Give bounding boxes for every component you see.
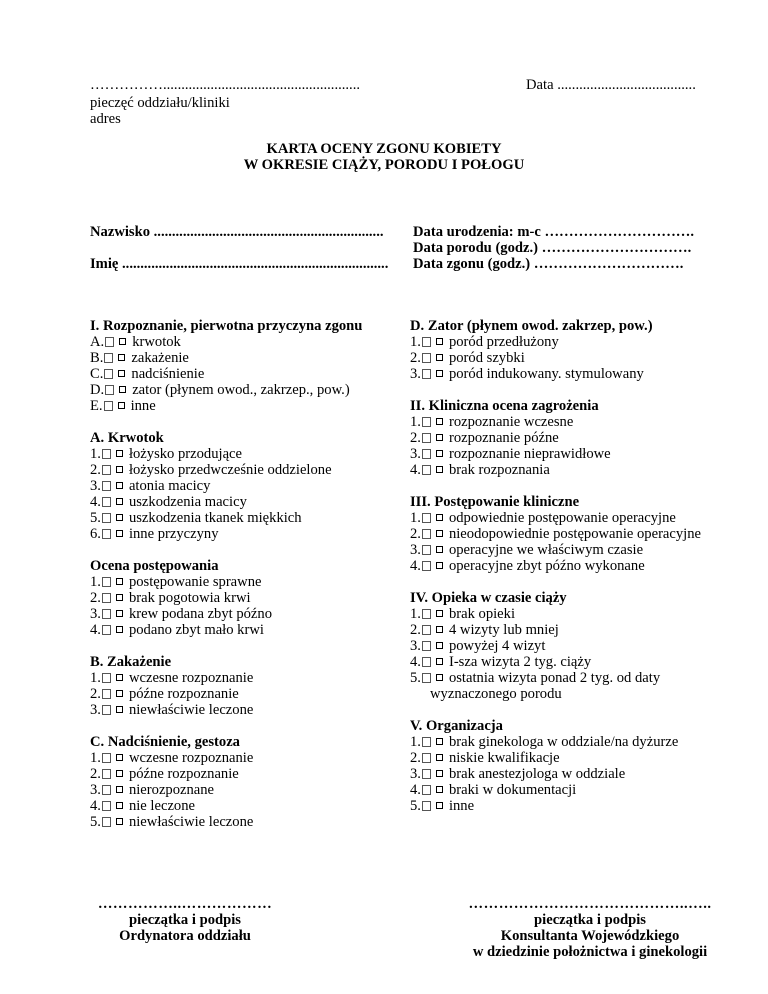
- glyph-box-icon: [102, 769, 111, 779]
- item-label: niewłaściwie leczone: [128, 702, 254, 718]
- item-label: uszkodzenia macicy: [128, 494, 247, 510]
- item-label: ostatnia wizyta ponad 2 tyg. od daty: [448, 670, 661, 686]
- checkbox-icon[interactable]: [436, 562, 443, 569]
- item-label: rozpoznanie wczesne: [448, 414, 574, 430]
- checklist-item: [410, 782, 750, 798]
- glyph-box-icon: [422, 561, 431, 571]
- item-number: 4.: [90, 494, 101, 510]
- item-label: zakażenie: [131, 350, 189, 366]
- checkbox-icon[interactable]: [116, 498, 123, 505]
- glyph-box-icon: [102, 785, 111, 795]
- glyph-box-icon: [422, 449, 431, 459]
- birth-date-field: Data urodzenia: m-c ………………………….: [413, 224, 695, 240]
- section-title: Ocena postępowania: [90, 558, 219, 574]
- item-number: 1.: [90, 574, 101, 590]
- item-label: niskie kwalifikacje: [448, 750, 560, 766]
- item-label: I-sza wizyta 2 tyg. ciąży: [448, 654, 592, 670]
- death-date-field: Data zgonu (godz.) ………………………….: [413, 256, 684, 272]
- glyph-box-icon: [422, 513, 431, 523]
- item-label: braki w dokumentacji: [448, 782, 577, 798]
- item-number: 2.: [90, 462, 101, 478]
- glyph-box-icon: [422, 753, 431, 763]
- item-number: 2.: [90, 686, 101, 702]
- checklist-section: [410, 718, 750, 814]
- checklist-item: [90, 798, 400, 814]
- item-number: 3.: [410, 638, 421, 654]
- item-label: inne: [448, 798, 475, 814]
- checklist-section: [90, 318, 400, 414]
- checklist-item: [410, 606, 750, 622]
- checklist-item: [90, 350, 400, 366]
- checkbox-icon[interactable]: [116, 786, 123, 793]
- checkbox-icon[interactable]: [436, 418, 443, 425]
- checklist-item: [410, 366, 750, 382]
- checkbox-icon[interactable]: [436, 770, 443, 777]
- address-label: adres: [90, 111, 121, 127]
- checkbox-icon[interactable]: [436, 450, 443, 457]
- checklist-section: [90, 558, 400, 638]
- glyph-box-icon: [102, 497, 111, 507]
- checklist-item: [90, 670, 400, 686]
- signature-line: ……………..………………: [97, 896, 273, 912]
- surname-field: Nazwisko ...............................................................: [90, 224, 384, 240]
- section-title: C. Nadciśnienie, gestoza: [90, 734, 240, 750]
- item-number: 3.: [410, 366, 421, 382]
- item-number: D.: [90, 382, 105, 398]
- name-field: Imię .........................................................................: [90, 256, 389, 272]
- item-number: 3.: [410, 766, 421, 782]
- checklist-item: [90, 398, 400, 414]
- checkbox-icon[interactable]: [116, 802, 123, 809]
- section-title: A. Krwotok: [90, 430, 164, 446]
- item-number: 1.: [90, 750, 101, 766]
- item-number: 3.: [90, 702, 101, 718]
- item-label: atonia macicy: [128, 478, 211, 494]
- item-label: łożysko przodujące: [128, 446, 243, 462]
- glyph-box-icon: [104, 401, 113, 411]
- section-title: I. Rozpoznanie, pierwotna przyczyna zgonu: [90, 318, 363, 334]
- checklist-item: [90, 510, 400, 526]
- checklist-item: [90, 622, 400, 638]
- item-number: C.: [90, 366, 104, 382]
- glyph-box-icon: [102, 481, 111, 491]
- checklist-section: [410, 318, 750, 382]
- glyph-box-icon: [102, 673, 111, 683]
- checkbox-icon[interactable]: [116, 450, 123, 457]
- item-number: 1.: [410, 334, 421, 350]
- item-number: 4.: [410, 654, 421, 670]
- item-label: brak pogotowia krwi: [128, 590, 251, 606]
- checkbox-icon[interactable]: [116, 610, 123, 617]
- item-number: 3.: [410, 542, 421, 558]
- item-number: 4.: [90, 798, 101, 814]
- checkbox-icon[interactable]: [436, 354, 443, 361]
- glyph-box-icon: [102, 577, 111, 587]
- glyph-box-icon: [422, 417, 431, 427]
- item-label: odpowiednie postępowanie operacyjne: [448, 510, 676, 526]
- checklist-section: [410, 590, 750, 702]
- item-label: poród szybki: [448, 350, 525, 366]
- checklist-item: [410, 766, 750, 782]
- glyph-box-icon: [422, 369, 431, 379]
- glyph-box-icon: [102, 625, 111, 635]
- checklist-item: [90, 686, 400, 702]
- item-label: brak anestezjologa w oddziale: [448, 766, 626, 782]
- glyph-box-icon: [422, 785, 431, 795]
- item-number: 4.: [410, 782, 421, 798]
- signature-role: Ordynatora oddziału: [119, 928, 251, 944]
- item-label: nie leczone: [128, 798, 195, 814]
- item-number: 5.: [90, 510, 101, 526]
- item-number: 1.: [410, 414, 421, 430]
- signature-line: ……………………………………..…..: [468, 896, 712, 912]
- glyph-box-icon: [422, 465, 431, 475]
- checklist-item: [410, 414, 750, 430]
- checklist-item: [90, 494, 400, 510]
- item-number: 1.: [90, 670, 101, 686]
- checkbox-icon[interactable]: [118, 370, 125, 377]
- item-number: 2.: [410, 350, 421, 366]
- checkbox-icon[interactable]: [436, 738, 443, 745]
- checkbox-icon[interactable]: [436, 626, 443, 633]
- item-label: brak ginekologa w oddziale/na dyżurze: [448, 734, 679, 750]
- glyph-box-icon: [422, 625, 431, 635]
- checklist-item: [90, 526, 400, 542]
- glyph-box-icon: [422, 545, 431, 555]
- item-label: późne rozpoznanie: [128, 766, 239, 782]
- checklist-item: [90, 574, 400, 590]
- item-label: inne: [130, 398, 156, 414]
- glyph-box-icon: [422, 529, 431, 539]
- item-label: niewłaściwie leczone: [128, 814, 254, 830]
- signature-role: Konsultanta Wojewódzkiego: [500, 928, 680, 944]
- checkbox-icon[interactable]: [116, 594, 123, 601]
- item-number: 4.: [90, 622, 101, 638]
- item-number: 4.: [410, 462, 421, 478]
- item-label: nadciśnienie: [131, 366, 205, 382]
- checkbox-icon[interactable]: [118, 354, 125, 361]
- item-number: A.: [90, 334, 105, 350]
- checkbox-icon[interactable]: [116, 626, 123, 633]
- checklist-item: [90, 766, 400, 782]
- glyph-box-icon: [422, 353, 431, 363]
- glyph-box-icon: [102, 529, 111, 539]
- item-label: operacyjne we właściwym czasie: [448, 542, 644, 558]
- checklist-item: [410, 670, 750, 702]
- stamp-dots-line: ……………......................................................: [90, 77, 360, 93]
- item-number: 1.: [90, 446, 101, 462]
- checklist-section: [90, 430, 400, 542]
- item-number: E.: [90, 398, 103, 414]
- item-label: rozpoznanie późne: [448, 430, 559, 446]
- item-number: 2.: [410, 430, 421, 446]
- checkbox-icon[interactable]: [436, 754, 443, 761]
- checklist-item: [90, 462, 400, 478]
- checklist-item: [90, 478, 400, 494]
- checklist-item: [90, 590, 400, 606]
- checkbox-icon[interactable]: [119, 386, 126, 393]
- checkbox-icon[interactable]: [116, 754, 123, 761]
- glyph-box-icon: [102, 705, 111, 715]
- item-number: 3.: [90, 478, 101, 494]
- section-title: III. Postępowanie kliniczne: [410, 494, 580, 510]
- item-label-continuation: wyznaczonego porodu: [430, 686, 562, 702]
- checkbox-icon[interactable]: [436, 514, 443, 521]
- item-label: wczesne rozpoznanie: [128, 750, 254, 766]
- glyph-box-icon: [104, 353, 113, 363]
- item-number: 3.: [410, 446, 421, 462]
- checklist-item: [410, 542, 750, 558]
- item-number: 2.: [410, 622, 421, 638]
- glyph-box-icon: [104, 369, 113, 379]
- checklist-item: [410, 750, 750, 766]
- checkbox-icon[interactable]: [116, 482, 123, 489]
- item-label: późne rozpoznanie: [128, 686, 239, 702]
- checkbox-icon[interactable]: [116, 818, 123, 825]
- checkbox-icon[interactable]: [116, 770, 123, 777]
- item-number: 4.: [410, 558, 421, 574]
- item-number: 2.: [410, 526, 421, 542]
- glyph-box-icon: [422, 641, 431, 651]
- checkbox-icon[interactable]: [119, 338, 126, 345]
- glyph-box-icon: [105, 337, 114, 347]
- checkbox-icon[interactable]: [436, 466, 443, 473]
- checkbox-icon[interactable]: [116, 706, 123, 713]
- checklist-item: [90, 702, 400, 718]
- checklist-item: [410, 430, 750, 446]
- signature-consultant: [430, 896, 750, 960]
- item-label: nierozpoznane: [128, 782, 215, 798]
- checkbox-icon[interactable]: [116, 578, 123, 585]
- date-field: Data ......................................: [526, 77, 696, 93]
- signature-label: pieczątka i podpis: [534, 912, 646, 928]
- checklist-item: [410, 734, 750, 750]
- item-label: łożysko przedwcześnie oddzielone: [128, 462, 332, 478]
- checkbox-icon[interactable]: [436, 658, 443, 665]
- glyph-box-icon: [422, 801, 431, 811]
- right-column: [410, 318, 750, 830]
- glyph-box-icon: [102, 513, 111, 523]
- item-label: rozpoznanie nieprawidłowe: [448, 446, 611, 462]
- item-label: postępowanie sprawne: [128, 574, 262, 590]
- item-number: 5.: [410, 798, 421, 814]
- checkbox-icon[interactable]: [436, 338, 443, 345]
- signature-label: pieczątka i podpis: [129, 912, 241, 928]
- checklist-item: [410, 654, 750, 670]
- item-number: 6.: [90, 526, 101, 542]
- item-label: poród indukowany. stymulowany: [448, 366, 644, 382]
- item-label: brak opieki: [448, 606, 516, 622]
- checklist-section: [410, 398, 750, 478]
- item-label: krew podana zbyt późno: [128, 606, 273, 622]
- checkbox-icon[interactable]: [436, 674, 443, 681]
- document-title: KARTA OCENY ZGONU KOBIETY: [266, 141, 502, 157]
- item-label: brak rozpoznania: [448, 462, 550, 478]
- checkbox-icon[interactable]: [116, 674, 123, 681]
- glyph-box-icon: [102, 817, 111, 827]
- checklist-item: [410, 334, 750, 350]
- glyph-box-icon: [422, 673, 431, 683]
- checkbox-icon[interactable]: [436, 434, 443, 441]
- glyph-box-icon: [422, 433, 431, 443]
- checklist-item: [90, 814, 400, 830]
- checklist-item: [410, 462, 750, 478]
- item-label: operacyjne zbyt późno wykonane: [448, 558, 645, 574]
- item-number: 3.: [90, 606, 101, 622]
- item-number: 2.: [90, 590, 101, 606]
- checklist-section: [410, 494, 750, 574]
- checklist-item: [90, 782, 400, 798]
- glyph-box-icon: [102, 593, 111, 603]
- glyph-box-icon: [422, 337, 431, 347]
- item-number: 5.: [410, 670, 421, 686]
- checklist-item: [410, 558, 750, 574]
- section-title: D. Zator (płynem owod. zakrzep, pow.): [410, 318, 653, 334]
- checkbox-icon[interactable]: [436, 370, 443, 377]
- checkbox-icon[interactable]: [116, 690, 123, 697]
- delivery-date-field: Data porodu (godz.) ………………………….: [413, 240, 692, 256]
- item-number: 1.: [410, 734, 421, 750]
- checkbox-icon[interactable]: [116, 514, 123, 521]
- checklist-item: [410, 350, 750, 366]
- checklist-section: [90, 734, 400, 830]
- section-title: V. Organizacja: [410, 718, 503, 734]
- item-label: nieodopowiednie postępowanie operacyjne: [448, 526, 702, 542]
- checklist-item: [90, 606, 400, 622]
- checklist-item: [90, 366, 400, 382]
- checkbox-icon[interactable]: [436, 546, 443, 553]
- glyph-box-icon: [102, 689, 111, 699]
- section-title: II. Kliniczna ocena zagrożenia: [410, 398, 599, 414]
- checkbox-icon[interactable]: [436, 610, 443, 617]
- checklist-item: [90, 750, 400, 766]
- checkbox-icon[interactable]: [116, 466, 123, 473]
- checklist-item: [410, 446, 750, 462]
- glyph-box-icon: [422, 657, 431, 667]
- item-label: podano zbyt mało krwi: [128, 622, 264, 638]
- signature-ordynator: [80, 896, 290, 944]
- item-number: 2.: [90, 766, 101, 782]
- checklist-item: [410, 638, 750, 654]
- glyph-box-icon: [102, 465, 111, 475]
- stamp-label: pieczęć oddziału/kliniki: [90, 95, 230, 111]
- item-label: powyżej 4 wizyt: [448, 638, 546, 654]
- section-title: IV. Opieka w czasie ciąży: [410, 590, 567, 606]
- glyph-box-icon: [422, 609, 431, 619]
- checkbox-icon[interactable]: [436, 802, 443, 809]
- checkbox-icon[interactable]: [436, 786, 443, 793]
- item-number: B.: [90, 350, 104, 366]
- document-subtitle: W OKRESIE CIĄŻY, PORODU I POŁOGU: [243, 157, 525, 173]
- item-number: 1.: [410, 510, 421, 526]
- item-number: 3.: [90, 782, 101, 798]
- item-label: zator (płynem owod., zakrzep., pow.): [132, 382, 350, 398]
- item-number: 2.: [410, 750, 421, 766]
- checklist-item: [410, 510, 750, 526]
- checklist-item: [410, 526, 750, 542]
- item-label: krwotok: [132, 334, 181, 350]
- checklist-item: [410, 798, 750, 814]
- item-label: inne przyczyny: [128, 526, 219, 542]
- signature-specialty: w dziedzinie położnictwa i ginekologii: [472, 944, 708, 960]
- checklist-item: [90, 446, 400, 462]
- checkbox-icon[interactable]: [436, 642, 443, 649]
- glyph-box-icon: [422, 737, 431, 747]
- item-label: 4 wizyty lub mniej: [448, 622, 559, 638]
- checkbox-icon[interactable]: [118, 402, 125, 409]
- section-title: B. Zakażenie: [90, 654, 172, 670]
- glyph-box-icon: [102, 753, 111, 763]
- checkbox-icon[interactable]: [436, 530, 443, 537]
- glyph-box-icon: [102, 801, 111, 811]
- item-number: 1.: [410, 606, 421, 622]
- item-label: uszkodzenia tkanek miękkich: [128, 510, 302, 526]
- left-column: [90, 318, 400, 846]
- glyph-box-icon: [102, 609, 111, 619]
- checklist-item: [410, 622, 750, 638]
- checklist-item: [90, 382, 400, 398]
- item-number: 5.: [90, 814, 101, 830]
- checklist-section: [90, 654, 400, 718]
- item-label: poród przedłużony: [448, 334, 559, 350]
- checklist-item: [90, 334, 400, 350]
- glyph-box-icon: [102, 449, 111, 459]
- glyph-box-icon: [105, 385, 114, 395]
- item-label: wczesne rozpoznanie: [128, 670, 254, 686]
- glyph-box-icon: [422, 769, 431, 779]
- checkbox-icon[interactable]: [116, 530, 123, 537]
